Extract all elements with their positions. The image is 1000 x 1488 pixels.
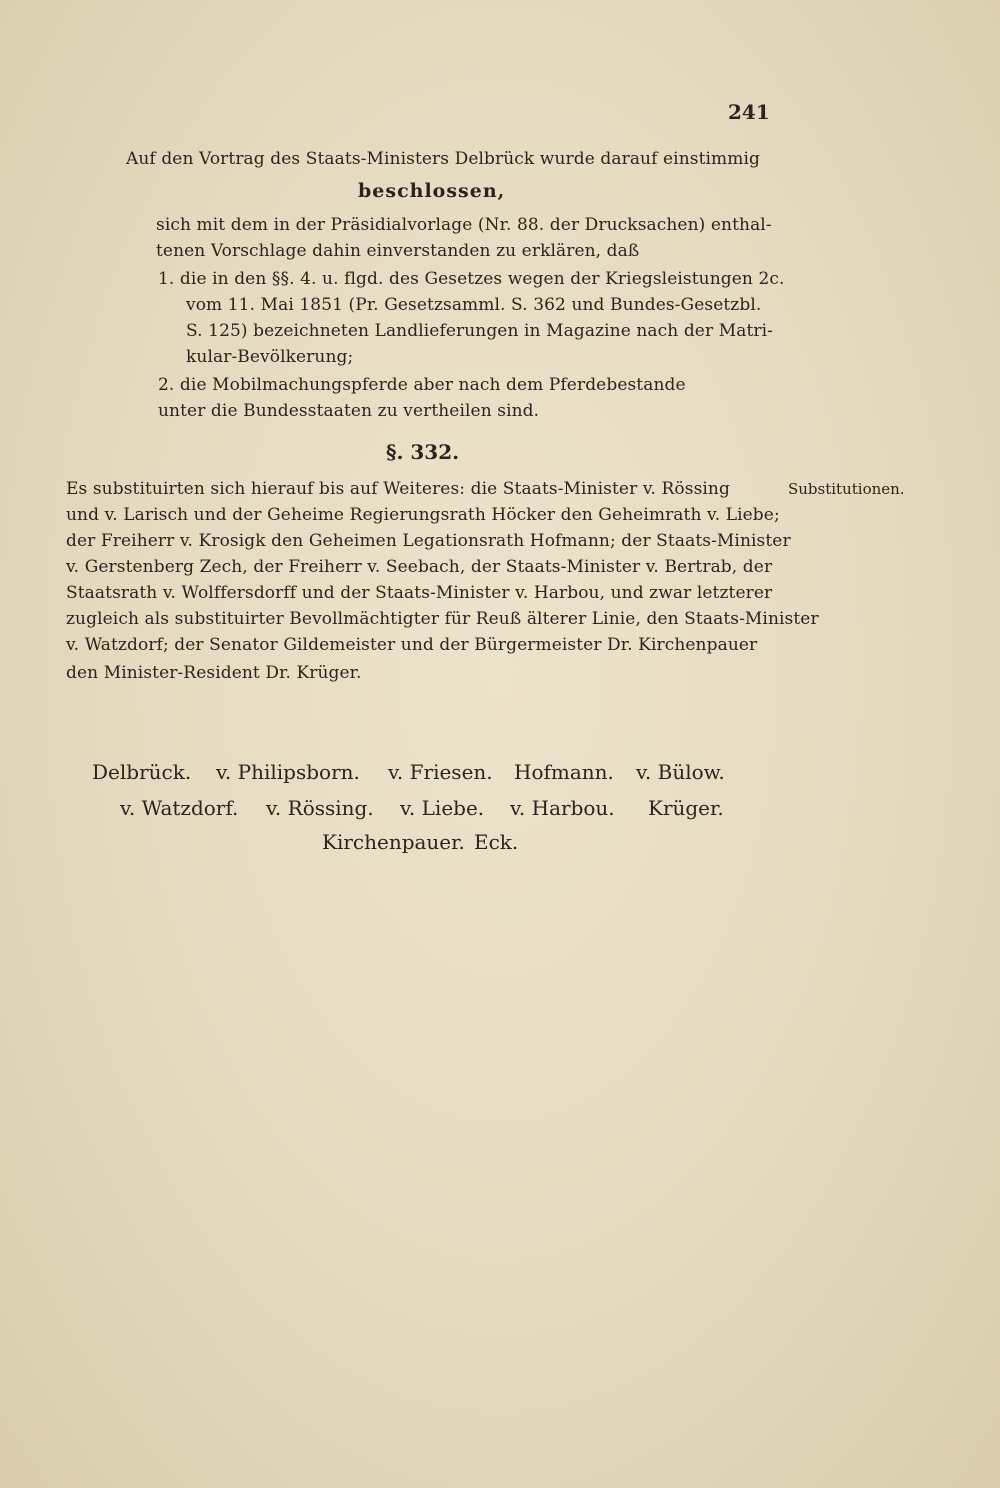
- signature: Delbrück.: [92, 760, 192, 784]
- intro-line: Auf den Vortrag des Staats-Ministers Delbrück wurde darauf einstimmig: [126, 149, 760, 169]
- page-number: 241: [728, 100, 770, 124]
- signature: v. Philipsborn.: [216, 760, 360, 784]
- body-line: sich mit dem in der Präsidialvorlage (Nr. 88. der Drucksachen) enthal-: [156, 215, 772, 235]
- section-line: zugleich als substituirter Bevollmächtigter für Reuß älterer Linie, den Staats-Minister: [66, 609, 819, 629]
- section-line: v. Watzdorf; der Senator Gildemeister und der Bürgermeister Dr. Kirchenpauer: [66, 635, 758, 655]
- body-line: unter die Bundesstaaten zu vertheilen sind.: [158, 401, 540, 421]
- body-line: kular-Bevölkerung;: [186, 347, 354, 367]
- body-line: 2. die Mobilmachungspferde aber nach dem Pferdebestande: [158, 375, 686, 395]
- section-line: Staatsrath v. Wolffersdorff und der Staats-Minister v. Harbou, und zwar letzterer: [66, 583, 773, 603]
- margin-note: Substitutionen.: [788, 480, 905, 498]
- section-line: und v. Larisch und der Geheime Regierungsrath Höcker den Geheimrath v. Liebe;: [66, 505, 780, 525]
- signature: v. Watzdorf.: [120, 796, 239, 820]
- signature: Kirchenpauer.: [322, 830, 465, 854]
- body-line: 1. die in den §§. 4. u. flgd. des Gesetzes wegen der Kriegsleistungen 2c.: [158, 269, 785, 289]
- section-line: v. Gerstenberg Zech, der Freiherr v. Seebach, der Staats-Minister v. Bertrab, der: [66, 557, 773, 577]
- section-line: der Freiherr v. Krosigk den Geheimen Legationsrath Hofmann; der Staats-Minister: [66, 531, 791, 551]
- section-heading: §. 332.: [386, 440, 460, 464]
- signature: v. Liebe.: [400, 796, 485, 820]
- body-line: vom 11. Mai 1851 (Pr. Gesetzsamml. S. 362 und Bundes-Gesetzbl.: [186, 295, 762, 315]
- signature: Eck.: [474, 830, 519, 854]
- section-line: Es substituirten sich hierauf bis auf Weiteres: die Staats-Minister v. Rössing: [66, 479, 730, 499]
- signature: v. Harbou.: [510, 796, 615, 820]
- body-line: tenen Vorschlage dahin einverstanden zu erklären, daß: [156, 241, 640, 261]
- body-line: S. 125) bezeichneten Landlieferungen in Magazine nach der Matri-: [186, 321, 773, 341]
- section-line: den Minister-Resident Dr. Krüger.: [66, 663, 362, 683]
- signature: Hofmann.: [514, 760, 614, 784]
- signature: Krüger.: [648, 796, 724, 820]
- signature: v. Friesen.: [388, 760, 493, 784]
- signature: v. Bülow.: [636, 760, 725, 784]
- decision-word: beschlossen,: [358, 180, 506, 202]
- signature: v. Rössing.: [266, 796, 374, 820]
